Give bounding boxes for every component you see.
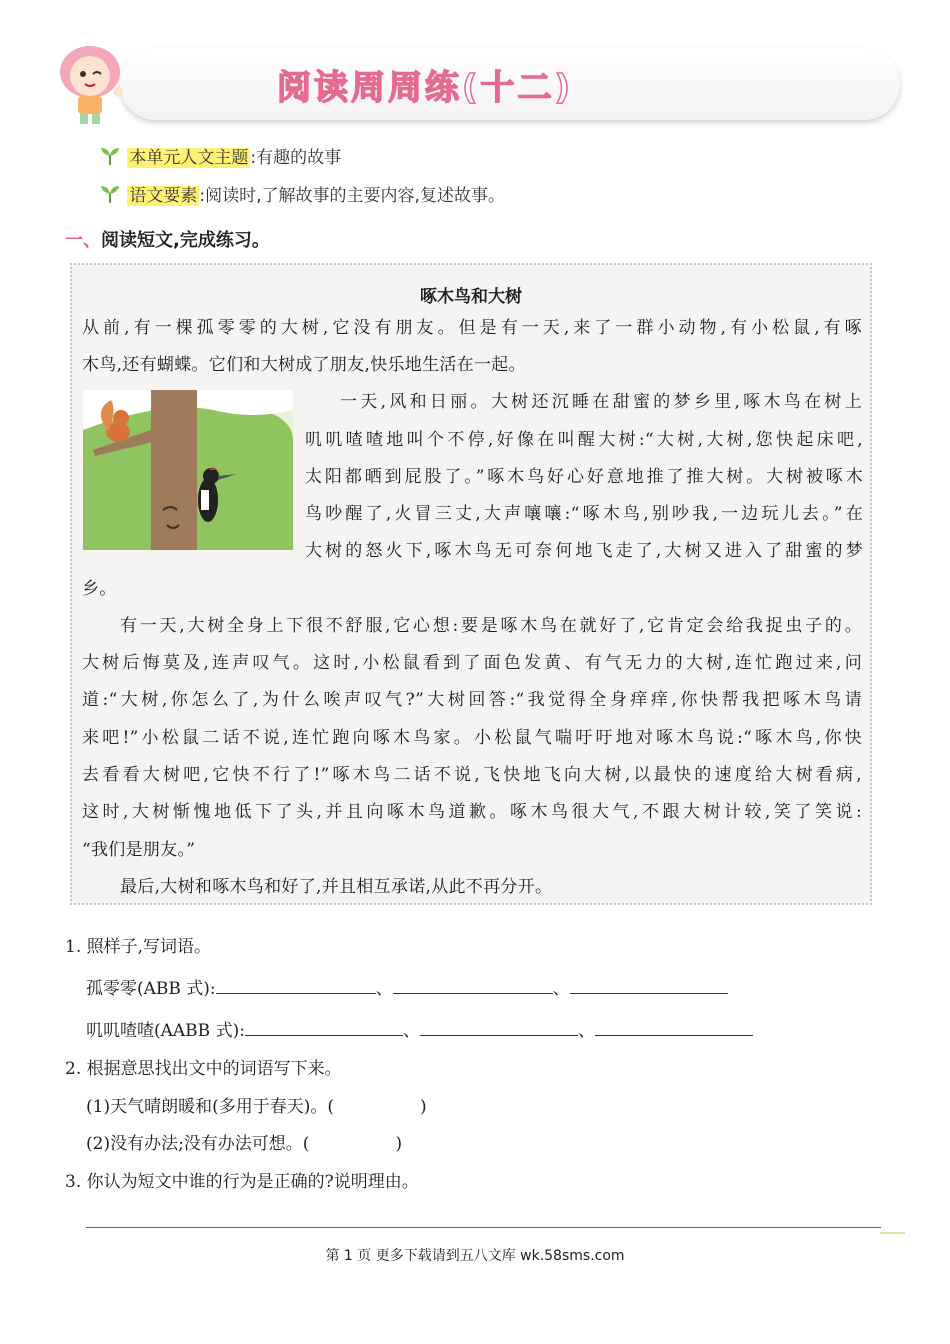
passage-line: 叽叽喳喳地叫个不停,好像在叫醒大树:“大树,大树,您快起床吧, bbox=[305, 430, 863, 450]
passage-line: 太阳都晒到屁股了。”啄木鸟好心好意地推了推大树。大树被啄木 bbox=[305, 467, 863, 487]
passage-line: 一天,风和日丽。大树还沉睡在甜蜜的梦乡里,啄木鸟在树上 bbox=[340, 392, 862, 412]
answer-blank[interactable] bbox=[216, 977, 376, 994]
question-2-1 bbox=[86, 1092, 427, 1117]
answer-blank[interactable] bbox=[393, 977, 553, 994]
element-label: 语文要素 bbox=[129, 186, 198, 206]
mascot-girl-icon bbox=[50, 44, 140, 126]
separator: 、 bbox=[552, 979, 570, 999]
question-2-1-text: (1)天气晴朗暖和(多用于春天)。( bbox=[86, 1097, 334, 1117]
passage-line: 鸟吵醒了,火冒三丈,大声嚷嚷:“啄木鸟,别吵我,一边玩儿去。”在 bbox=[305, 504, 863, 524]
passage-line: 有一天,大树全身上下很不舒服,它心想:要是啄木鸟在就好了,它肯定会给我捉虫子的。 bbox=[120, 616, 862, 636]
question-1b bbox=[86, 1016, 753, 1041]
passage-line: 木鸟,还有蝴蝶。它们和大树成了朋友,快乐地生活在一起。 bbox=[82, 355, 526, 375]
close-paren: ) bbox=[419, 1097, 427, 1117]
passage-line: 道:“大树,你怎么了,为什么唉声叹气?”大树回答:“我觉得全身痒痒,你快帮我把啄木鸟请 bbox=[82, 690, 862, 710]
question-2: 2. 根据意思找出文中的词语写下来。 bbox=[65, 1059, 342, 1079]
section-title: 阅读短文,完成练习。 bbox=[101, 230, 270, 251]
question-1a-label: 孤零零(ABB 式): bbox=[86, 979, 216, 999]
question-1b-label: 叽叽喳喳(AABB 式): bbox=[86, 1021, 245, 1041]
passage-line: 大树后悔莫及,连声叹气。这时,小松鼠看到了面色发黄、有气无力的大树,连忙跑过来,问 bbox=[82, 653, 862, 673]
passage-line: 最后,大树和啄木鸟和好了,并且相互承诺,从此不再分开。 bbox=[120, 877, 553, 897]
theme-label: 本单元人文主题 bbox=[129, 148, 249, 168]
page-footer: 第 1 页 更多下载请到五八文库 wk.58sms.com bbox=[325, 1248, 625, 1264]
close-paren: ) bbox=[395, 1134, 403, 1154]
passage-line: 这时,大树惭愧地低下了头,并且向啄木鸟道歉。啄木鸟很大气,不跟大树计较,笑了笑说: bbox=[82, 802, 862, 822]
question-1: 1. 照样子,写词语。 bbox=[65, 937, 212, 957]
answer-line-accent bbox=[880, 1232, 905, 1234]
question-2-2 bbox=[86, 1129, 402, 1154]
question-2-2-text: (2)没有办法;没有办法可想。( bbox=[86, 1134, 310, 1154]
answer-blank[interactable] bbox=[420, 1019, 578, 1036]
separator: 、 bbox=[577, 1021, 595, 1041]
answer-blank[interactable] bbox=[245, 1019, 403, 1036]
question-3: 3. 你认为短文中谁的行为是正确的?说明理由。 bbox=[65, 1172, 419, 1192]
sprout-icon bbox=[100, 185, 122, 208]
answer-line[interactable] bbox=[86, 1227, 881, 1228]
theme-line bbox=[100, 143, 341, 170]
passage-line: “我们是朋友。” bbox=[82, 840, 196, 860]
language-element-line bbox=[100, 181, 505, 208]
passage-title: 啄木鸟和大树 bbox=[420, 287, 522, 307]
passage-line: 乡。 bbox=[82, 579, 117, 599]
tree-woodpecker-illustration bbox=[83, 390, 293, 550]
sprout-icon bbox=[100, 147, 122, 170]
page-title: 阅读周周练(十二) bbox=[276, 68, 574, 108]
section-heading bbox=[65, 226, 270, 252]
answer-blank[interactable] bbox=[570, 977, 728, 994]
passage-line: 来吧!”小松鼠二话不说,连忙跑向啄木鸟家。小松鼠气喘吁吁地对啄木鸟说:“啄木鸟,你快 bbox=[82, 728, 862, 748]
passage-line: 大树的怒火下,啄木鸟无可奈何地飞走了,大树又进入了甜蜜的梦 bbox=[305, 541, 863, 561]
answer-blank[interactable] bbox=[595, 1019, 753, 1036]
question-1a bbox=[86, 974, 728, 999]
passage-line: 去看看大树吧,它快不行了!”啄木鸟二话不说,飞快地飞向大树,以最快的速度给大树看病, bbox=[82, 765, 862, 785]
section-number: 一、 bbox=[65, 230, 101, 251]
theme-value: :有趣的故事 bbox=[250, 148, 342, 168]
element-value: :阅读时,了解故事的主要内容,复述故事。 bbox=[199, 186, 505, 206]
separator: 、 bbox=[375, 979, 393, 999]
passage-line: 从前,有一棵孤零零的大树,它没有朋友。但是有一天,来了一群小动物,有小松鼠,有啄 bbox=[82, 318, 862, 338]
separator: 、 bbox=[402, 1021, 420, 1041]
